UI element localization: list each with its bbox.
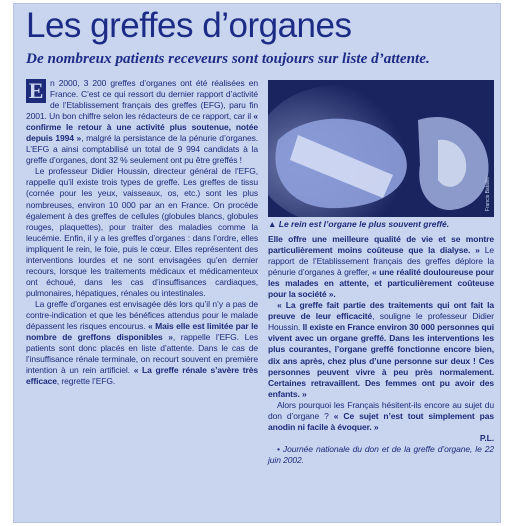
drop-cap: E <box>26 79 46 103</box>
photo-illustration <box>268 80 494 217</box>
photo-caption: ▲ Le rein est l’organe le plus souvent greffé. <box>268 219 450 229</box>
photo-credit: Francis Bataillé <box>485 176 491 211</box>
paragraph-3-end: Elle offre une meilleure qualité de vie et se montre particulièrement moins coûteuse que la dialyse. » Le rapport de l’Etablissement français des greffes déplore la pénurie d’organes à greffer, « une réalité douloureuse pour les malades en attente, et particulièrement coûteuse pour la société ». <box>268 234 494 300</box>
author-signature: P.L. <box>479 432 494 443</box>
paragraph-4: « La greffe fait partie des traitements qui ont fait la preuve de leur efficacité, souligne le professeur Didier Houssin. Il existe en France environ 30 000 personnes qui vivent avec un organe greffé. Dans les interventions les plus courantes, l’organe greffé fonctionne encore bien, dix ans après, chez plus d’une personne sur deux ! Ces personnes peuvent vivre à peu près normalement. Certaines retravaillent. Des femmes ont pu avoir des enfants. » <box>268 300 494 399</box>
right-column <box>268 234 494 466</box>
paragraph-5: Alors pourquoi les Français hésitent-ils encore au sujet du don d’organe ? « Ce sujet n’est tout simplement pas anodin ni facile à évoquer. » <box>268 399 494 432</box>
paragraph-1: E n 2000, 3 200 greffes d’organes ont été réalisées en France. C’est ce qui ressort du dernier rapport d’activité de l’Etablissement français des greffes (EFG), paru fin 2001. Un bon chiffre selon les rédacteurs de ce rapport, car il « confirme le retour à une activité plus soutenue, notée depuis 1994 », malgré la persistance de la pénurie d’organes. L’EFG a ainsi comptabilisé un total de 9 994 candidats à la greffe d’organes, dont 32 % seulement ont pu être greffés ! <box>26 78 259 166</box>
paragraph-3-start: La greffe d’organes est envisagée dès lors qu’il n’y a pas de contre-indication et que les bénéfices attendus pour le malade dépassent les risques encourus. « Mais elle est limitée par le nombre de greffons disponibles », rappelle l’EFG. Les patients sont donc placés en liste d’attente. Dans le cas de l’insuffisance rénale terminale, on recourt souvent en première intention à un rein artificiel. « La greffe rénale s’avère très efficace, regrette l’EFG. <box>26 298 258 387</box>
newspaper-clipping <box>14 4 500 522</box>
kidney-photo <box>268 80 494 217</box>
article-headline: Les greffes d’organes <box>26 6 352 45</box>
source-note: • Journée nationale du don et de la greffe d’organe, le 22 juin 2002. <box>268 443 494 465</box>
article-subhead: De nombreux patients receveurs sont toujours sur liste d’attente. <box>26 50 430 67</box>
left-column <box>26 78 258 387</box>
paragraph-2: Le professeur Didier Houssin, directeur général de l’EFG, rappelle qu’il existe trois types de greffe. Les greffes de tissu (cornée pour les yeux, vaisseaux, os, etc.) sont les plus nombreuses, environ 10 000 par an en France. On procède également à des greffes de cellules (globules blancs, globules rouges, plaquettes), pour traiter des maladies comme la leucémie. Enfin, il y a les greffes d’organes : dans l’ordre, elles impliquent le rein, le foie, puis le cœur. Elles représentent des interventions lourdes et ne sont envisagées qu’en dernier recours, lorsque les traitements médicaux et médicamenteux ont échoué, dans les cas d’insuffisances cardiaques, pulmonaires, hépatiques, rénales ou intestinales. <box>26 166 258 298</box>
